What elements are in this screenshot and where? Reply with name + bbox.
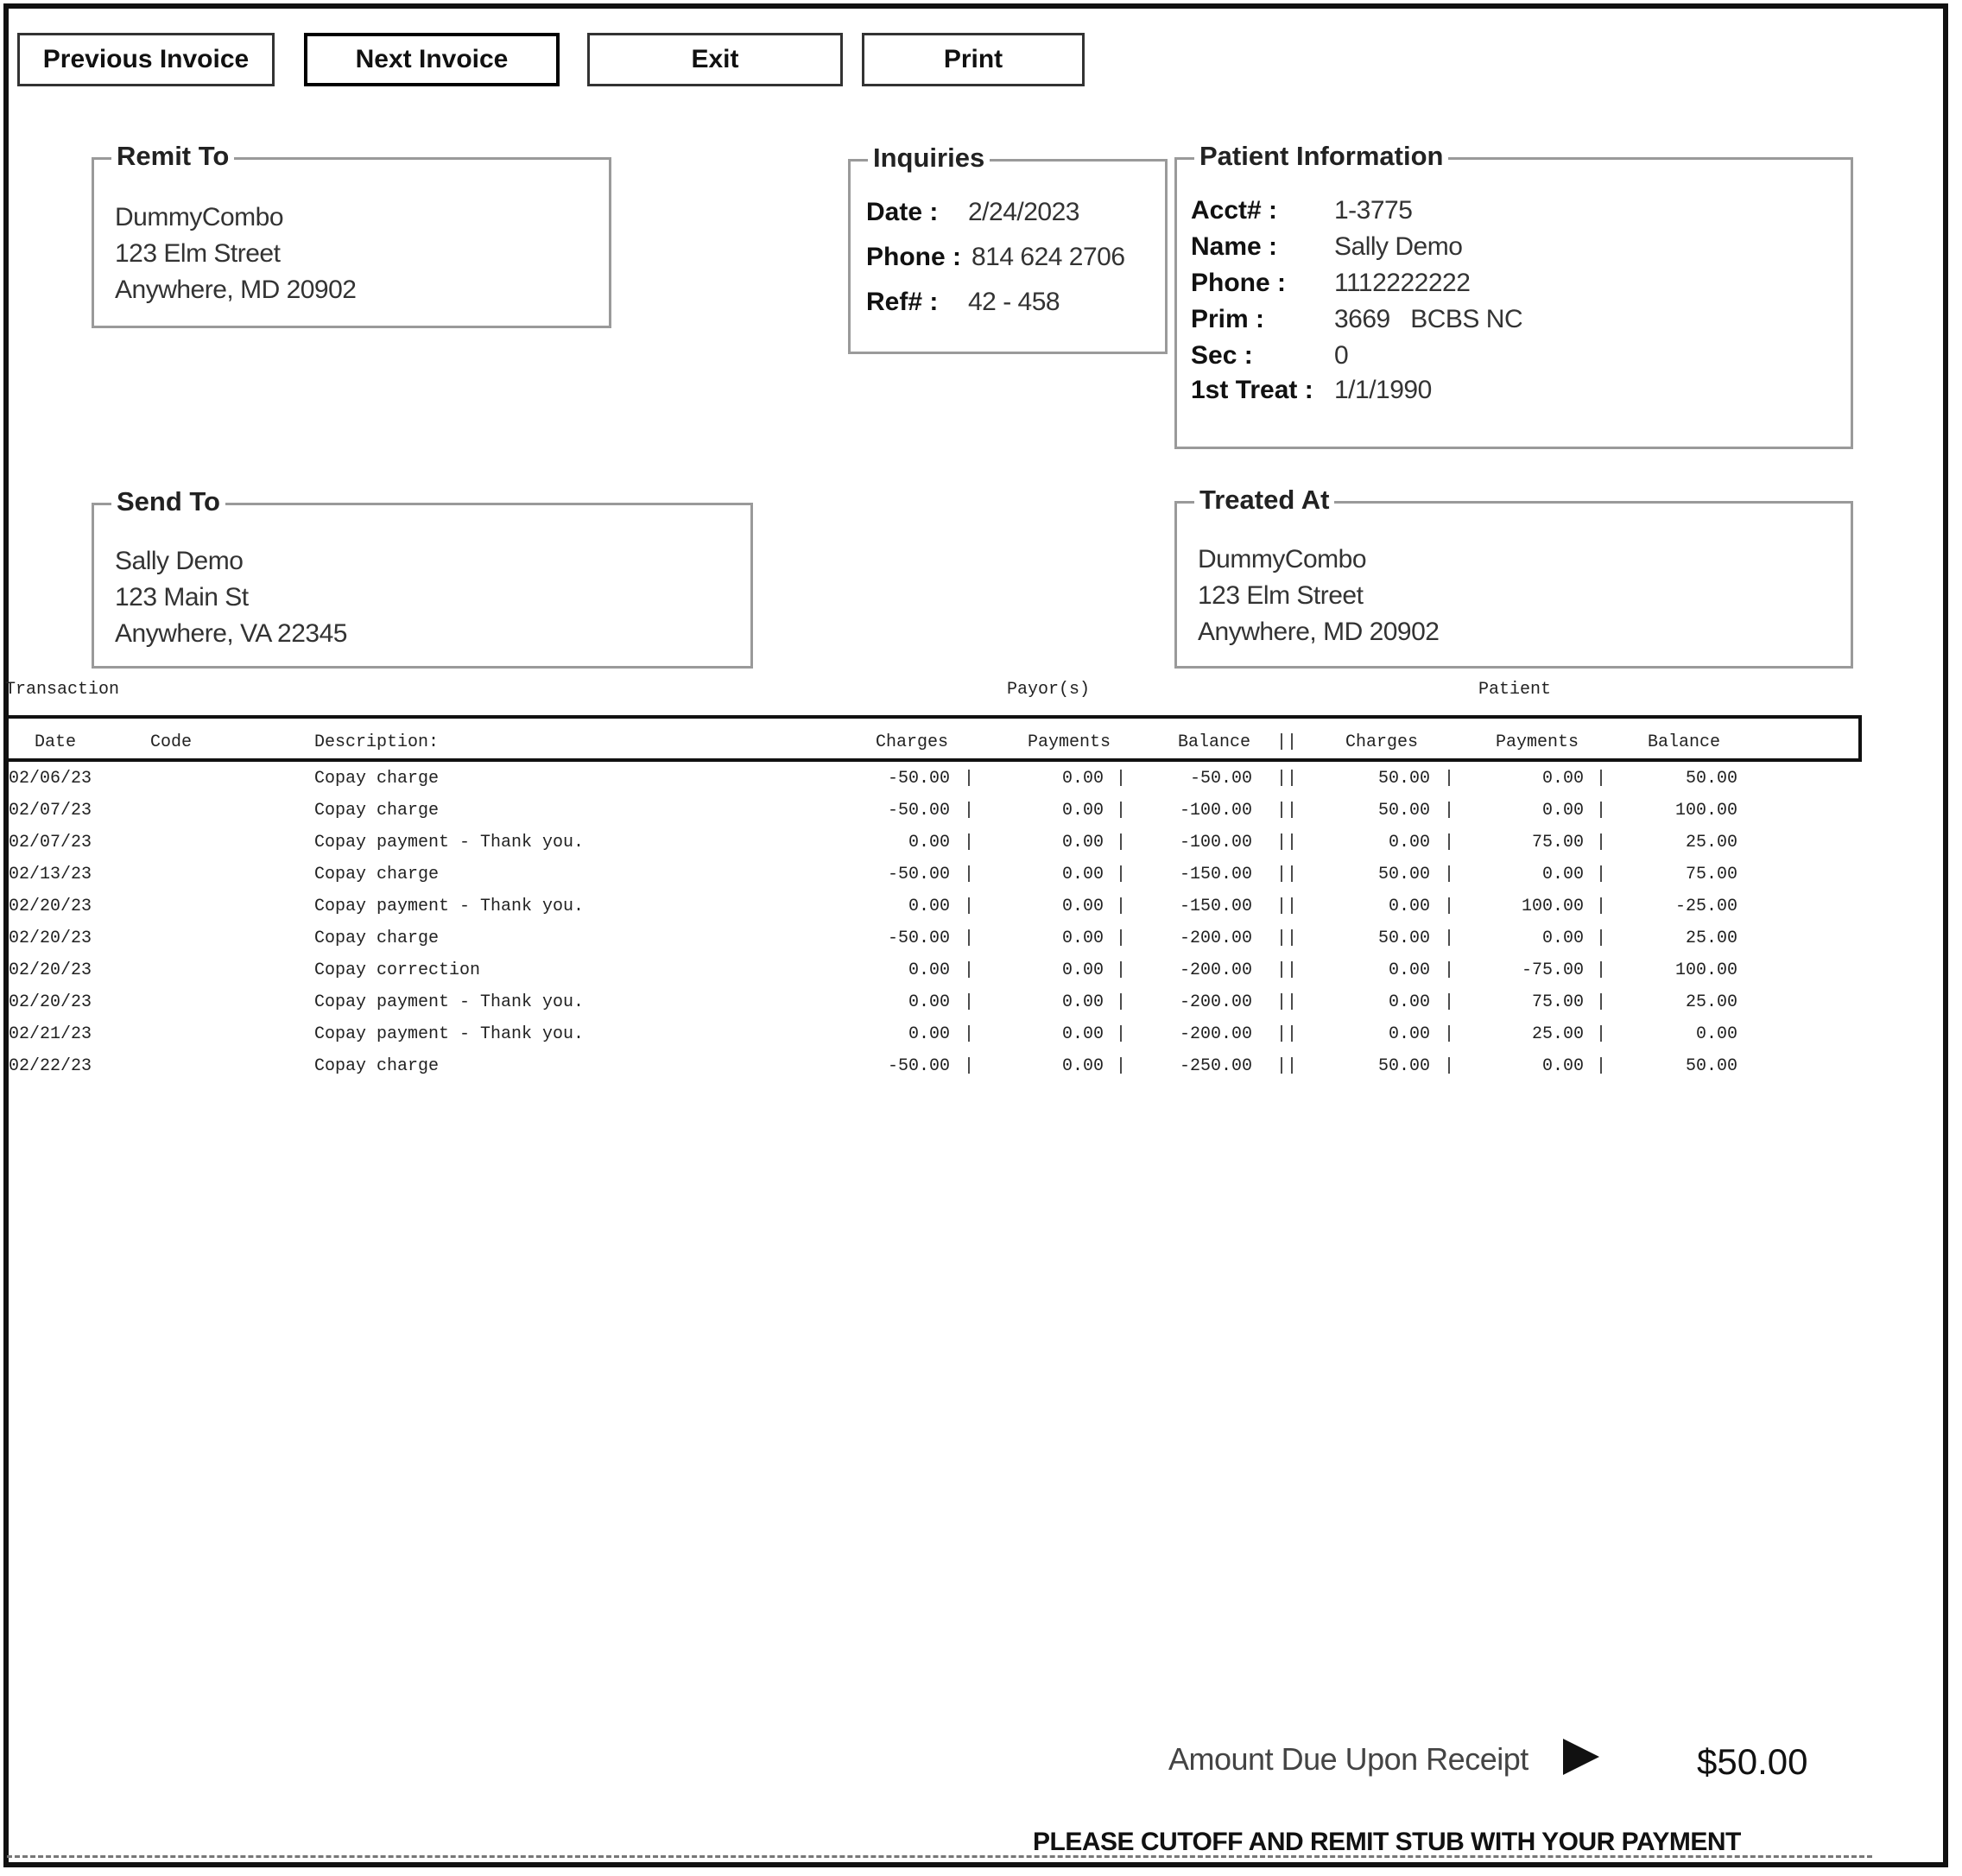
prim-label: Prim : [1191,305,1265,333]
cell-patient-balance: 25.00 [1685,833,1737,852]
column-separator: || [1276,865,1298,884]
column-separator: | [1444,1024,1455,1044]
column-separator: | [1444,1056,1455,1076]
cell-patient-payments: -75.00 [1521,960,1584,980]
table-row [0,833,1813,864]
cell-patient-charges: 50.00 [1377,801,1430,821]
cell-patient-payments: 75.00 [1531,992,1584,1012]
column-separator: | [964,865,975,884]
cell-description: Copay payment - Thank you. [314,992,585,1012]
send-to-line-3: Anywhere, VA 22345 [115,619,347,648]
cell-payor-balance: -50.00 [1189,769,1252,789]
cutoff-line [7,1855,1872,1858]
remit-to-line-3: Anywhere, MD 20902 [115,276,357,304]
amount-due-label: Amount Due Upon Receipt [1168,1741,1528,1777]
cell-payor-charges: 0.00 [908,992,950,1012]
column-separator: | [1596,1024,1607,1044]
inquiries-phone-label: Phone : [866,243,961,271]
cell-date: 02/20/23 [9,897,92,916]
cell-payor-balance: -150.00 [1179,865,1252,884]
cell-patient-balance: 100.00 [1674,801,1737,821]
cell-payor-charges: -50.00 [887,1056,950,1076]
inquiries-ref-label: Ref# : [866,288,939,316]
column-separator: || [1276,928,1298,948]
header-code: Code [150,732,193,752]
column-separator: | [1116,992,1127,1012]
column-separator: | [964,1024,975,1044]
header-payor-balance: Balance [1178,732,1251,752]
amount-due-value: $50.00 [1697,1741,1808,1782]
treated-at-line-1: DummyCombo [1198,545,1367,574]
column-separator: || [1276,1056,1298,1076]
cell-payor-charges: -50.00 [887,928,950,948]
exit-button[interactable]: Exit [587,33,843,86]
table-row [0,865,1813,896]
cell-payor-balance: -250.00 [1179,1056,1252,1076]
cell-payor-charges: 0.00 [908,1024,950,1044]
cell-patient-payments: 0.00 [1541,1056,1584,1076]
cell-patient-payments: 0.00 [1541,928,1584,948]
column-separator: | [1116,769,1127,789]
table-row [0,960,1813,992]
name-label: Name : [1191,232,1278,261]
cell-patient-balance: 50.00 [1685,769,1737,789]
remit-to-box [92,141,611,328]
cell-date: 02/21/23 [9,1024,92,1044]
column-separator: | [1596,801,1607,821]
cell-patient-charges: 50.00 [1377,769,1430,789]
column-separator: || [1276,1024,1298,1044]
cell-patient-charges: 50.00 [1377,1056,1430,1076]
patient-information-box [1174,141,1853,449]
remit-to-line-2: 123 Elm Street [115,239,281,268]
cell-payor-charges: 0.00 [908,897,950,916]
cell-description: Copay charge [314,928,440,948]
inquiries-title: Inquiries [868,141,990,175]
send-to-line-1: Sally Demo [115,547,244,575]
cell-description: Copay payment - Thank you. [314,1024,585,1044]
cell-patient-charges: 50.00 [1377,928,1430,948]
patient-phone-value: 1112222222 [1334,269,1471,297]
header-payor-payments: Payments [1028,732,1111,752]
table-row [0,1056,1813,1087]
cell-payor-payments: 0.00 [1061,865,1104,884]
header-patient-charges: Charges [1345,732,1419,752]
cell-payor-payments: 0.00 [1061,992,1104,1012]
column-separator: || [1276,897,1298,916]
cell-patient-charges: 0.00 [1388,992,1430,1012]
remit-stub-notice: PLEASE CUTOFF AND REMIT STUB WITH YOUR PAYMENT [1033,1828,1741,1856]
cell-patient-payments: 0.00 [1541,801,1584,821]
table-row [0,992,1813,1024]
patient-information-title: Patient Information [1194,139,1448,174]
cell-patient-balance: 25.00 [1685,992,1737,1012]
acct-label: Acct# : [1191,196,1278,225]
inquiries-date-label: Date : [866,198,939,226]
column-separator: || [1276,960,1298,980]
header-description: Description: [314,732,440,752]
send-to-line-2: 123 Main St [115,583,249,612]
column-separator: || [1276,992,1298,1012]
column-separator: || [1276,801,1298,821]
cell-payor-payments: 0.00 [1061,801,1104,821]
cell-date: 02/20/23 [9,960,92,980]
cell-patient-balance: 50.00 [1685,1056,1737,1076]
table-row [0,801,1813,832]
table-row [0,1024,1813,1055]
header-separator: || [1276,732,1298,752]
table-row [0,769,1813,800]
cell-patient-balance: 75.00 [1685,865,1737,884]
cell-payor-payments: 0.00 [1061,1024,1104,1044]
send-to-title: Send To [111,485,225,519]
column-separator: | [1116,1024,1127,1044]
column-separator: | [964,992,975,1012]
cell-patient-charges: 50.00 [1377,865,1430,884]
column-separator: | [1444,769,1455,789]
column-separator: | [1596,769,1607,789]
first-treat-value: 1/1/1990 [1334,376,1432,404]
inquiries-date: 2/24/2023 [968,198,1079,226]
column-separator: | [1596,833,1607,852]
column-separator: | [964,801,975,821]
cell-date: 02/20/23 [9,992,92,1012]
cell-patient-payments: 25.00 [1531,1024,1584,1044]
cell-patient-charges: 0.00 [1388,833,1430,852]
patient-section-label: Patient [1478,680,1552,700]
column-separator: | [964,769,975,789]
cell-patient-charges: 0.00 [1388,1024,1430,1044]
cell-patient-charges: 0.00 [1388,897,1430,916]
remit-to-line-1: DummyCombo [115,203,284,231]
column-separator: | [1444,833,1455,852]
column-separator: | [964,928,975,948]
cell-payor-payments: 0.00 [1061,897,1104,916]
header-patient-balance: Balance [1648,732,1721,752]
cell-description: Copay charge [314,801,440,821]
inquiries-box [848,143,1168,354]
cell-payor-payments: 0.00 [1061,960,1104,980]
print-button[interactable]: Print [862,33,1085,86]
header-date: Date [35,732,77,752]
treated-at-box [1174,485,1853,669]
cell-payor-payments: 0.00 [1061,928,1104,948]
cell-payor-balance: -150.00 [1179,897,1252,916]
cell-patient-payments: 100.00 [1521,897,1584,916]
cell-description: Copay correction [314,960,481,980]
cell-payor-charges: -50.00 [887,769,950,789]
cell-patient-charges: 0.00 [1388,960,1430,980]
column-separator: | [1116,960,1127,980]
play-arrow-icon [1563,1739,1599,1775]
column-separator: | [1444,928,1455,948]
table-row [0,897,1813,928]
column-separator: | [1116,801,1127,821]
header-payor-charges: Charges [876,732,949,752]
inquiries-ref: 42 - 458 [968,288,1060,316]
remit-to-title: Remit To [111,139,234,174]
column-separator: | [1116,865,1127,884]
name-value: Sally Demo [1334,232,1463,261]
column-separator: || [1276,769,1298,789]
cell-patient-payments: 75.00 [1531,833,1584,852]
cell-date: 02/07/23 [9,801,92,821]
cell-description: Copay charge [314,769,440,789]
column-separator: | [1444,897,1455,916]
cell-payor-balance: -200.00 [1179,1024,1252,1044]
transaction-section-label: Transaction [5,680,120,700]
first-treat-label: 1st Treat : [1191,376,1313,404]
prim-value: 3669 BCBS NC [1334,305,1523,333]
inquiries-phone: 814 624 2706 [972,243,1125,271]
column-separator: | [964,1056,975,1076]
column-separator: | [1596,960,1607,980]
cell-patient-balance: 100.00 [1674,960,1737,980]
cell-payor-balance: -200.00 [1179,992,1252,1012]
column-separator: | [964,833,975,852]
cell-payor-balance: -100.00 [1179,833,1252,852]
column-separator: | [1596,1056,1607,1076]
column-separator: | [1116,1056,1127,1076]
cell-patient-payments: 0.00 [1541,769,1584,789]
column-separator: | [1596,897,1607,916]
cell-payor-payments: 0.00 [1061,1056,1104,1076]
send-to-box [92,486,753,669]
cell-payor-balance: -100.00 [1179,801,1252,821]
next-invoice-button[interactable]: Next Invoice [304,33,560,86]
cell-date: 02/13/23 [9,865,92,884]
treated-at-line-3: Anywhere, MD 20902 [1198,618,1440,646]
acct-value: 1-3775 [1334,196,1413,225]
column-separator: | [1116,833,1127,852]
cell-payor-charges: 0.00 [908,960,950,980]
column-separator: | [964,897,975,916]
treated-at-title: Treated At [1194,483,1334,517]
cell-description: Copay charge [314,865,440,884]
column-separator: | [1596,992,1607,1012]
cell-date: 02/20/23 [9,928,92,948]
cell-payor-balance: -200.00 [1179,928,1252,948]
column-separator: | [1444,865,1455,884]
sec-label: Sec : [1191,341,1253,370]
cell-payor-charges: 0.00 [908,833,950,852]
sec-value: 0 [1334,341,1349,370]
column-separator: | [1444,992,1455,1012]
cell-payor-balance: -200.00 [1179,960,1252,980]
column-separator: | [1596,865,1607,884]
column-separator: | [1444,960,1455,980]
column-separator: | [1596,928,1607,948]
table-row [0,928,1813,960]
column-separator: | [964,960,975,980]
cell-patient-balance: -25.00 [1674,897,1737,916]
cell-date: 02/22/23 [9,1056,92,1076]
payors-section-label: Payor(s) [1007,680,1091,700]
previous-invoice-button[interactable]: Previous Invoice [17,33,275,86]
cell-description: Copay payment - Thank you. [314,897,585,916]
cell-patient-balance: 0.00 [1695,1024,1737,1044]
cell-payor-charges: -50.00 [887,865,950,884]
cell-description: Copay payment - Thank you. [314,833,585,852]
cell-description: Copay charge [314,1056,440,1076]
patient-phone-label: Phone : [1191,269,1286,297]
column-separator: | [1444,801,1455,821]
header-patient-payments: Payments [1496,732,1579,752]
column-separator: | [1116,928,1127,948]
column-separator: | [1116,897,1127,916]
cell-date: 02/07/23 [9,833,92,852]
cell-payor-payments: 0.00 [1061,833,1104,852]
cell-patient-balance: 25.00 [1685,928,1737,948]
column-separator: || [1276,833,1298,852]
cell-payor-payments: 0.00 [1061,769,1104,789]
treated-at-line-2: 123 Elm Street [1198,581,1364,610]
cell-patient-payments: 0.00 [1541,865,1584,884]
cell-payor-charges: -50.00 [887,801,950,821]
cell-date: 02/06/23 [9,769,92,789]
